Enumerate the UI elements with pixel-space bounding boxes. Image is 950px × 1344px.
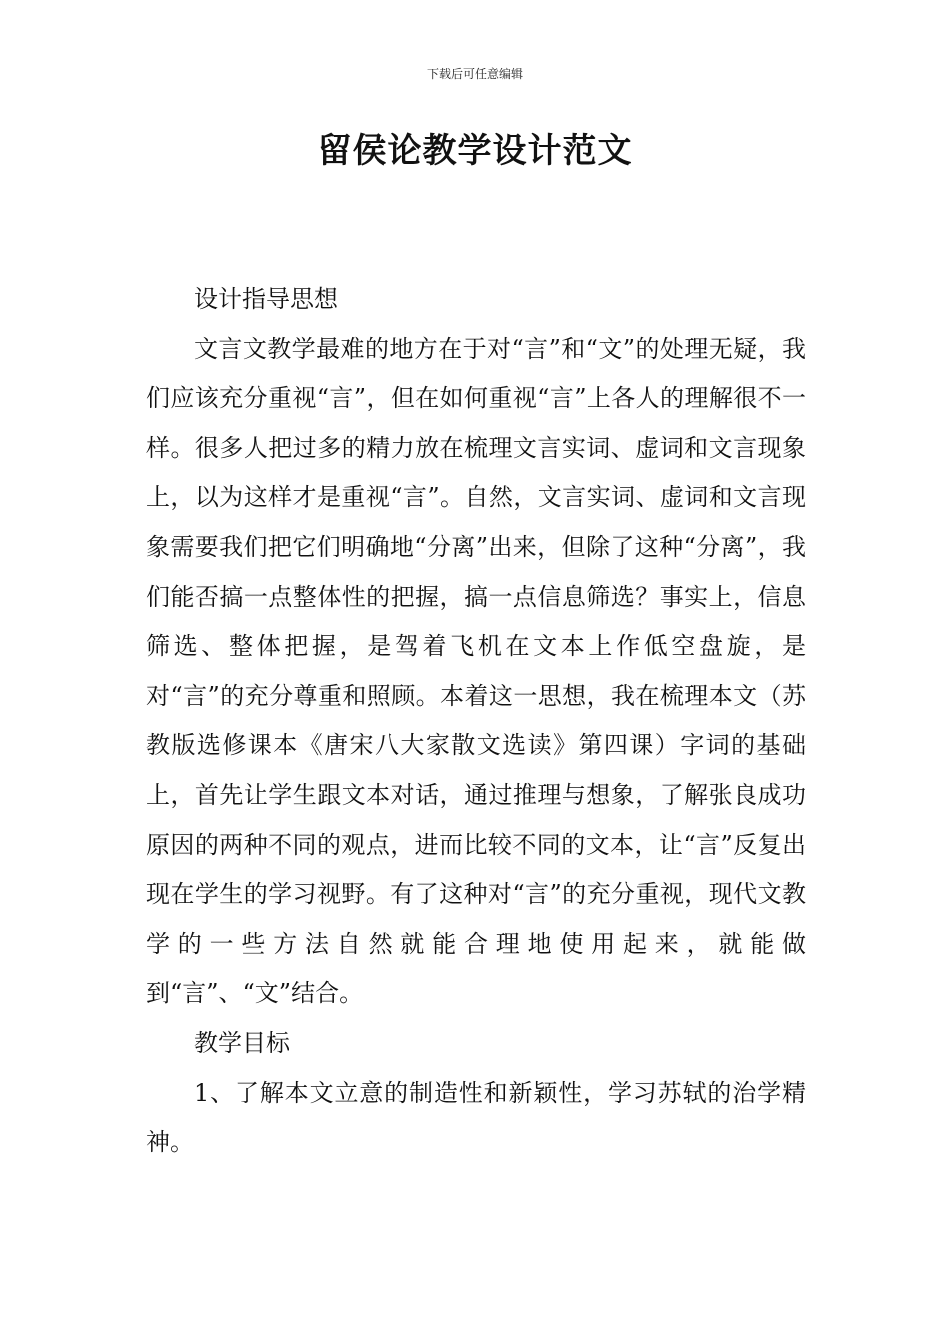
section-heading-teaching-goals: 教学目标 bbox=[194, 1028, 290, 1057]
paragraph-design-thought: 文言文教学最难的地方在于对“言”和“文”的处理无疑，我们应该充分重视“言”，但在如何重视“言”上各人的理解很不一样。很多人把过多的精力放在梳理文言实词、虚词和文言现象上，以为这样才是重视“言”。自然，文言实词、虚词和文言现象需要我们把它们明确地“分离”出来，但除了这种“分离”，我们能否搞一点整体性的把握，搞一点信息筛选？事实上，信息筛选、整体把握，是驾着飞机在文本上作低空盘旋，是对“言”的充分尊重和照顾。本着这一思想，我在梳理本文（苏教版选修课本《唐宋八大家散文选读》第四课）字词的基础上，首先让学生跟文本对话，通过推理与想象，了解张良成功原因的两种不同的观点，进而比较不同的文本，让“言”反复出现在学生的学习视野。有了这种对“言”的充分重视，现代文教学的一些方法自然就能合理地使用起来，就能做到“言”、“文”结合。 bbox=[146, 334, 806, 1008]
document-title: 留侯论教学设计范文 bbox=[317, 131, 633, 171]
document-body bbox=[146, 275, 806, 1168]
section-heading-design-thought: 设计指导思想 bbox=[194, 285, 338, 313]
header-note: 下载后可任意编辑 bbox=[426, 67, 523, 81]
paragraph-goal-1: 1、了解本文立意的制造性和新颖性，学习苏轼的治学精神。 bbox=[146, 1078, 806, 1157]
